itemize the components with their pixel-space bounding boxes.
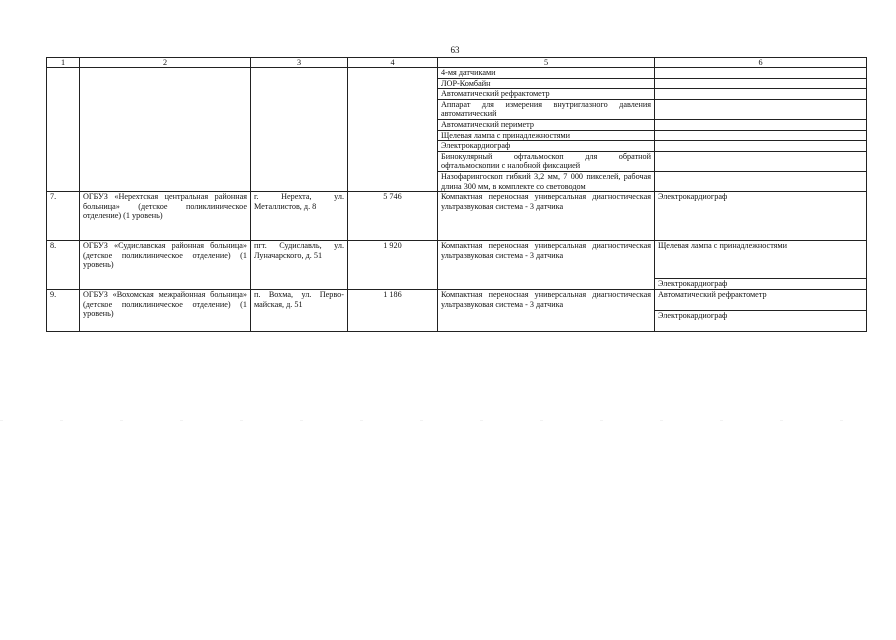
col6-cell [655, 151, 867, 171]
equipment: Компактная переносная универсальная диагностическая ультразвуковая система - 3 датчика [438, 241, 655, 290]
population: 1 920 [348, 241, 438, 290]
organization-name: ОГБУЗ «Вохомская межрайонная больница» (детское поликлиническое отделение) (1 уровень) [80, 290, 251, 332]
table-row [47, 290, 867, 311]
row-number: 9. [47, 290, 80, 332]
equipment-cell: Назофарингоскоп гибкий 3,2 мм, 7 000 пикселей, рабочая длина 300 мм, в комплекте со световодом [438, 171, 655, 191]
organization-name: ОГБУЗ «Судиславская районная больница» (детское поликлиническое отделение) (1 уровень) [80, 241, 251, 290]
col6-cell [655, 99, 867, 119]
col6-cell [655, 141, 867, 152]
equipment: Компактная переносная универсальная диагностическая ультразвуковая система - 3 датчика [438, 192, 655, 241]
cell-num [47, 68, 80, 192]
col6-cell [655, 89, 867, 100]
cell-org [80, 68, 251, 192]
equipment-cell: 4-мя датчиками [438, 68, 655, 79]
row-number: 7. [47, 192, 80, 241]
column-header: 5 [438, 58, 655, 68]
cell-population [348, 68, 438, 192]
column-header: 6 [655, 58, 867, 68]
population: 1 186 [348, 290, 438, 332]
equipment-cell: Аппарат для измерения внутриглазного давления автоматический [438, 99, 655, 119]
col6-cell [655, 78, 867, 89]
equipment-cell: Щелевая лампа с принадлежностями [438, 130, 655, 141]
equipment: Компактная переносная универсальная диагностическая ультразвуковая система - 3 датчика [438, 290, 655, 332]
col6-cell [655, 130, 867, 141]
address: пгт. Судиславль, ул. Луначарского, д. 51 [251, 241, 348, 290]
column-header: 2 [80, 58, 251, 68]
column-header: 3 [251, 58, 348, 68]
column-header: 1 [47, 58, 80, 68]
page-number: 63 [450, 45, 460, 55]
col6-item: Электрокардиограф [655, 311, 867, 332]
col6-cell [655, 171, 867, 191]
scan-artifact [0, 420, 896, 421]
equipment-cell: Бинокулярный офтальмоскоп для обратной офтальмоскопии с налобной фиксацией [438, 151, 655, 171]
population: 5 746 [348, 192, 438, 241]
equipment-cell: ЛОР-Комбайн [438, 78, 655, 89]
col6-item: Электрокардиограф [655, 279, 867, 290]
equipment-cell: Автоматический рефрактометр [438, 89, 655, 100]
table-row [47, 192, 867, 241]
col6-item: Электрокардиограф [655, 192, 867, 241]
continuation-row [47, 68, 867, 79]
col6-item: Автоматический рефрактометр [655, 290, 867, 311]
address: п. Вохма, ул. Перво-майская, д. 51 [251, 290, 348, 332]
equipment-cell: Электрокардиограф [438, 141, 655, 152]
row-number: 8. [47, 241, 80, 290]
table-row [47, 241, 867, 279]
col6-cell [655, 119, 867, 130]
column-header: 4 [348, 58, 438, 68]
header-row [47, 58, 867, 68]
col6-item: Щелевая лампа с принадлежностями [655, 241, 867, 279]
organization-name: ОГБУЗ «Нерехтская центральная районная больница» (детское поликлиническое отделение) (1 уровень) [80, 192, 251, 241]
address: г. Нерехта, ул. Металлистов, д. 8 [251, 192, 348, 241]
equipment-table [46, 57, 867, 332]
col6-cell [655, 68, 867, 79]
cell-address [251, 68, 348, 192]
equipment-cell: Автоматический периметр [438, 119, 655, 130]
